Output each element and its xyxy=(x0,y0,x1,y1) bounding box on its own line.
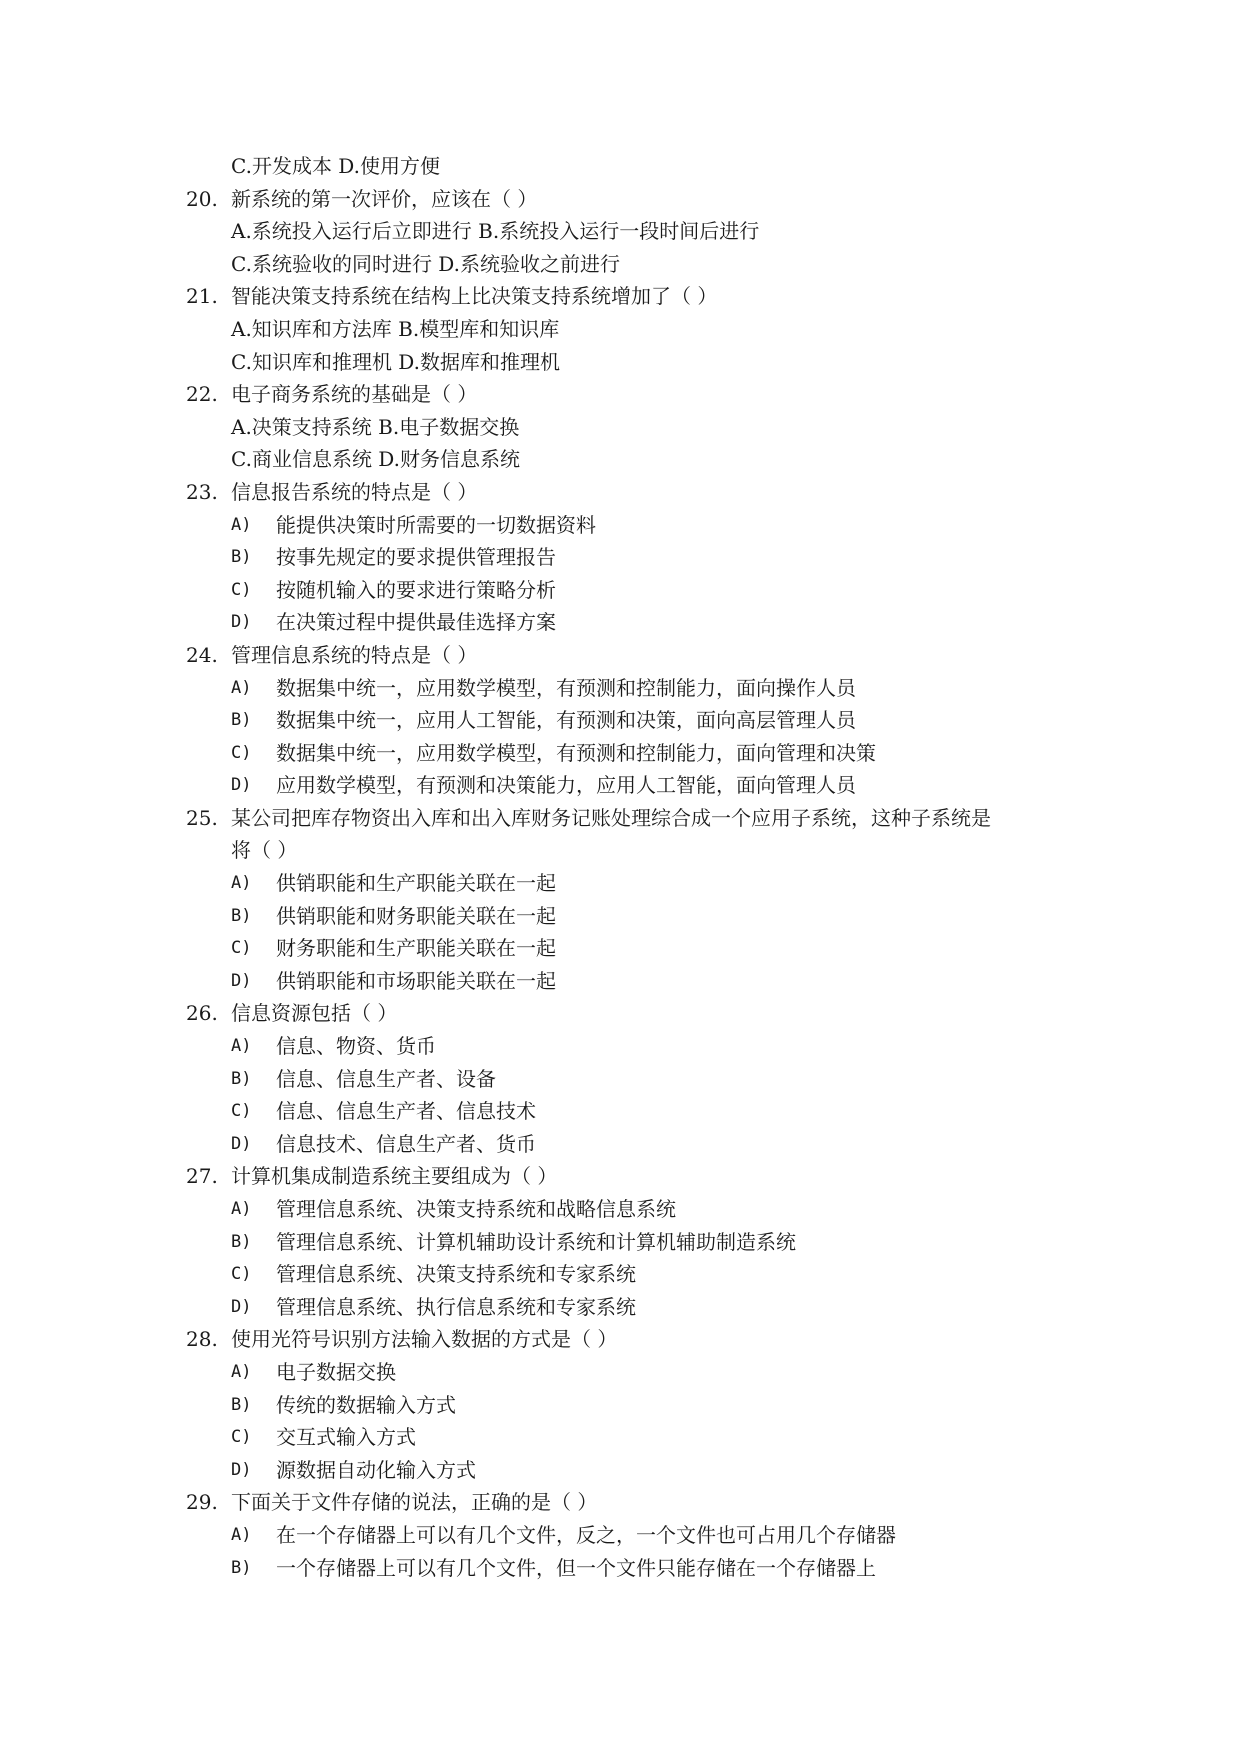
option-line: A.知识库和方法库 B.模型库和知识库 xyxy=(231,316,560,341)
question-line xyxy=(186,1486,1086,1519)
question-text: 某公司把库存物资出入库和出入库财务记账处理综合成一个应用子系统，这种子系统是 xyxy=(231,805,991,830)
option-text: 信息、信息生产者、设备 xyxy=(276,1066,496,1091)
option-label: C) xyxy=(231,1264,252,1285)
question-21 xyxy=(186,280,1086,378)
question-number: 21. xyxy=(186,284,218,309)
option-label: B) xyxy=(231,1557,252,1578)
option-text: 管理信息系统、决策支持系统和专家系统 xyxy=(276,1262,636,1287)
option-text: 数据集中统一，应用数学模型，有预测和控制能力，面向管理和决策 xyxy=(276,740,876,765)
option-item xyxy=(186,1519,1086,1552)
option-line: C.开发成本 D.使用方便 xyxy=(231,154,440,178)
option-label: C) xyxy=(231,1427,252,1448)
option-item xyxy=(186,1454,1086,1487)
option-item xyxy=(186,900,1086,933)
option-item xyxy=(186,1291,1086,1324)
question-number: 28. xyxy=(186,1327,218,1352)
question-line xyxy=(186,280,1086,313)
option-text: 按随机输入的要求进行策略分析 xyxy=(276,577,556,602)
option-text: 供销职能和市场职能关联在一起 xyxy=(276,968,556,993)
question-23 xyxy=(186,476,1086,639)
question-number: 22. xyxy=(186,382,218,407)
option-label: B) xyxy=(231,1231,252,1252)
question-28 xyxy=(186,1323,1086,1486)
option-text: 信息、信息生产者、信息技术 xyxy=(276,1099,536,1124)
option-label: D) xyxy=(231,970,252,991)
question-text: 新系统的第一次评价，应该在（ ） xyxy=(231,186,538,211)
question-text: 电子商务系统的基础是（ ） xyxy=(231,382,478,407)
option-text: 电子数据交换 xyxy=(276,1359,396,1384)
question-number: 26. xyxy=(186,1001,218,1026)
option-text: 数据集中统一，应用数学模型，有预测和控制能力，面向操作人员 xyxy=(276,675,856,700)
option-label: A) xyxy=(231,1524,252,1545)
question-text: 管理信息系统的特点是（ ） xyxy=(231,642,478,667)
option-item xyxy=(186,1095,1086,1128)
option-item xyxy=(186,541,1086,574)
option-item xyxy=(186,1389,1086,1422)
option-item xyxy=(186,1030,1086,1063)
option-line: C.知识库和推理机 D.数据库和推理机 xyxy=(231,349,560,374)
option-item xyxy=(186,606,1086,639)
question-22 xyxy=(186,378,1086,476)
option-label: B) xyxy=(231,1068,252,1089)
option-item xyxy=(186,769,1086,802)
question-25 xyxy=(186,802,1086,998)
question-text: 下面关于文件存储的说法，正确的是（ ） xyxy=(231,1490,598,1515)
option-line: C.系统验收的同时进行 D.系统验收之前进行 xyxy=(231,251,620,276)
question-line xyxy=(186,1160,1086,1193)
question-text: 智能决策支持系统在结构上比决策支持系统增加了（ ） xyxy=(231,284,718,309)
option-label: D) xyxy=(231,1459,252,1480)
option-text: 信息、物资、货币 xyxy=(276,1034,436,1059)
option-text: 数据集中统一，应用人工智能，有预测和决策，面向高层管理人员 xyxy=(276,708,856,733)
question-line xyxy=(186,1323,1086,1356)
option-text: 一个存储器上可以有几个文件，但一个文件只能存储在一个存储器上 xyxy=(276,1555,876,1580)
option-label: B) xyxy=(231,710,252,731)
option-item xyxy=(186,672,1086,705)
option-item xyxy=(186,704,1086,737)
question-line xyxy=(186,639,1086,672)
option-item xyxy=(186,1226,1086,1259)
question-20 xyxy=(186,183,1086,281)
question-text: 使用光符号识别方法输入数据的方式是（ ） xyxy=(231,1327,618,1352)
question-text: 信息报告系统的特点是（ ） xyxy=(231,479,478,504)
option-label: C) xyxy=(231,1101,252,1122)
option-label: A) xyxy=(231,873,252,894)
question-text-continuation: 将（ ） xyxy=(231,838,298,863)
question-number: 27. xyxy=(186,1164,218,1189)
option-text: 应用数学模型，有预测和决策能力，应用人工智能，面向管理人员 xyxy=(276,773,856,798)
option-item xyxy=(186,1421,1086,1454)
option-text: 管理信息系统、执行信息系统和专家系统 xyxy=(276,1294,636,1319)
option-item xyxy=(186,1193,1086,1226)
option-text: 管理信息系统、计算机辅助设计系统和计算机辅助制造系统 xyxy=(276,1229,796,1254)
option-item xyxy=(186,509,1086,542)
option-label: D) xyxy=(231,1133,252,1154)
question-number: 20. xyxy=(186,186,218,211)
question-29 xyxy=(186,1486,1086,1584)
question-27 xyxy=(186,1160,1086,1323)
question-number: 25. xyxy=(186,805,218,830)
option-line: A.系统投入运行后立即进行 B.系统投入运行一段时间后进行 xyxy=(231,219,760,244)
option-text: 源数据自动化输入方式 xyxy=(276,1457,476,1482)
question-list xyxy=(186,150,1086,1584)
option-item xyxy=(186,1063,1086,1096)
option-item xyxy=(186,1258,1086,1291)
option-label: C) xyxy=(231,579,252,600)
question-line xyxy=(186,802,1086,835)
option-label: A) xyxy=(231,1199,252,1219)
option-item xyxy=(186,1552,1086,1585)
option-label: D) xyxy=(231,775,252,796)
option-label: A) xyxy=(231,677,252,698)
option-item xyxy=(186,965,1086,998)
question-line xyxy=(186,997,1086,1030)
option-text: 供销职能和生产职能关联在一起 xyxy=(276,871,556,896)
option-text: 管理信息系统、决策支持系统和战略信息系统 xyxy=(276,1197,676,1221)
option-text: 在决策过程中提供最佳选择方案 xyxy=(276,610,556,635)
option-label: D) xyxy=(231,1296,252,1317)
option-label: C) xyxy=(231,742,252,763)
option-text: 交互式输入方式 xyxy=(276,1425,416,1450)
option-item xyxy=(186,737,1086,770)
question-number: 24. xyxy=(186,642,218,667)
option-label: D) xyxy=(231,612,252,633)
question-number: 23. xyxy=(186,479,218,504)
option-item xyxy=(186,1128,1086,1161)
question-line xyxy=(186,476,1086,509)
question-line xyxy=(186,378,1086,411)
question-text: 信息资源包括（ ） xyxy=(231,1001,398,1026)
option-label: B) xyxy=(231,905,252,926)
option-item xyxy=(186,932,1086,965)
option-label: C) xyxy=(231,938,252,959)
option-label: B) xyxy=(231,1394,252,1415)
option-text: 供销职能和财务职能关联在一起 xyxy=(276,903,556,928)
option-item xyxy=(186,867,1086,900)
option-text: 按事先规定的要求提供管理报告 xyxy=(276,545,556,570)
option-label: A) xyxy=(231,1036,252,1057)
option-text: 能提供决策时所需要的一切数据资料 xyxy=(276,512,596,537)
option-text: 在一个存储器上可以有几个文件，反之，一个文件也可占用几个存储器 xyxy=(276,1522,896,1547)
option-text: 财务职能和生产职能关联在一起 xyxy=(276,936,556,961)
option-item xyxy=(186,574,1086,607)
question-line xyxy=(186,183,1086,216)
question-text: 计算机集成制造系统主要组成为（ ） xyxy=(231,1164,558,1189)
question-26 xyxy=(186,997,1086,1160)
option-line: A.决策支持系统 B.电子数据交换 xyxy=(231,414,520,439)
option-label: B) xyxy=(231,547,252,568)
option-label: A) xyxy=(231,514,252,535)
option-text: 传统的数据输入方式 xyxy=(276,1392,456,1417)
option-text: 信息技术、信息生产者、货币 xyxy=(276,1131,536,1156)
option-label: A) xyxy=(231,1361,252,1382)
option-line: C.商业信息系统 D.财务信息系统 xyxy=(231,447,520,472)
question-24 xyxy=(186,639,1086,802)
question-number: 29. xyxy=(186,1490,218,1515)
option-item xyxy=(186,1356,1086,1389)
